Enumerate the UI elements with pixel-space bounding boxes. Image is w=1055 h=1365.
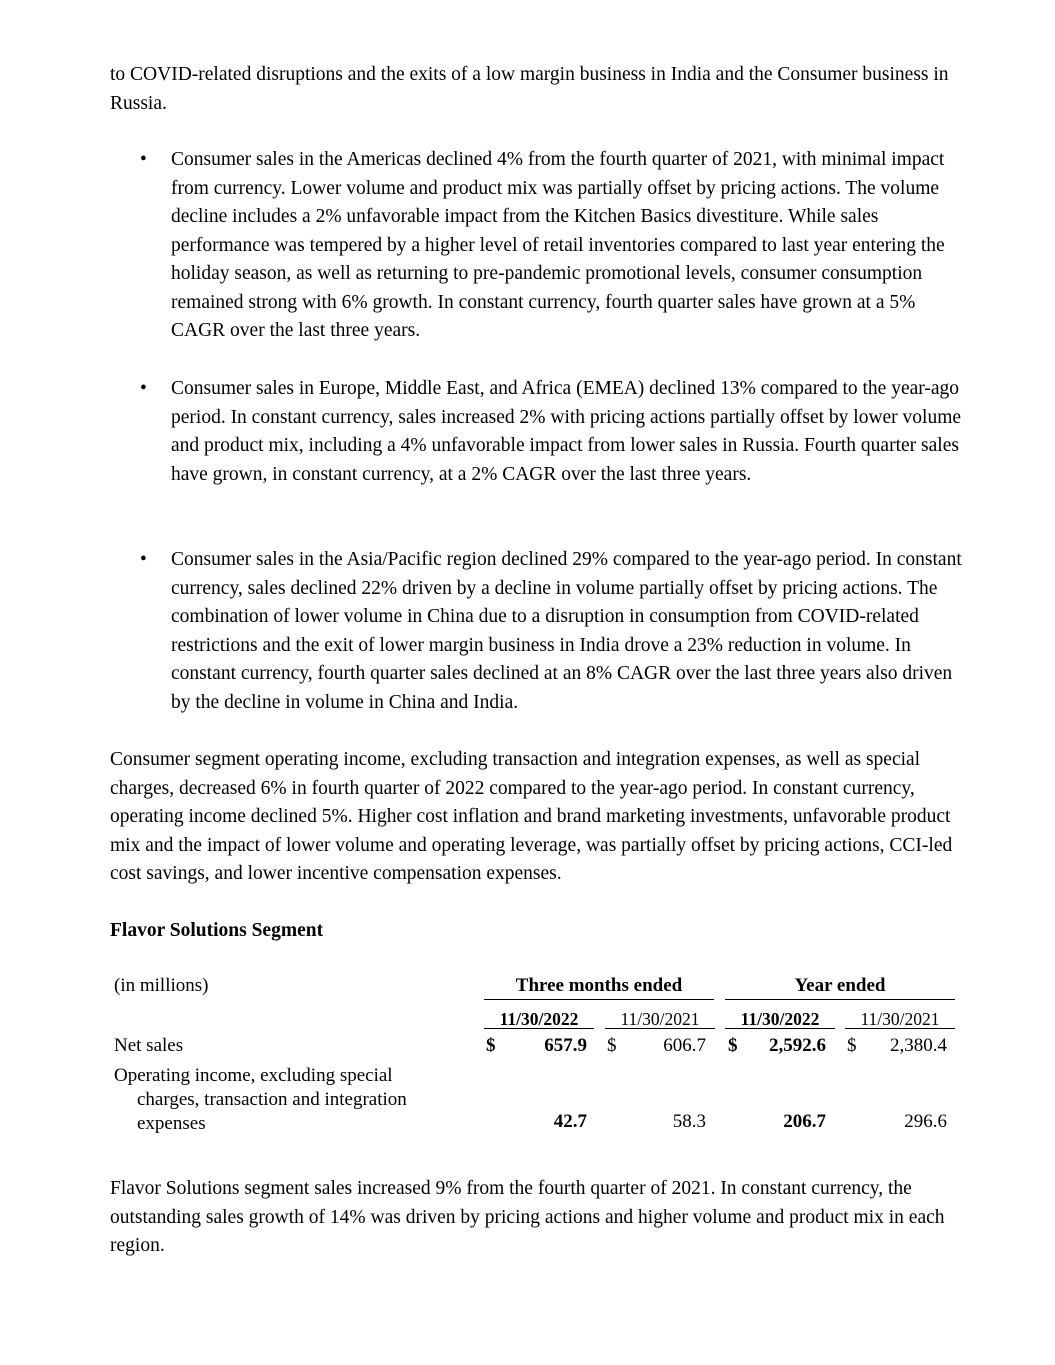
table-cell: 2,380.4 [890, 1035, 947, 1056]
table-cell: 657.9 [544, 1035, 587, 1056]
bullet-text: Consumer sales in the Asia/Pacific region declined 29% compared to the year-ago period. In constant currency, sales declined 22% driven by a decline in volume partially offset by pricing actions. The combination of lower volume in China due to a disruption in consumption from COVID-related restrictions and the exit of lower margin business in India drove a 23% reduction in volume. In constant currency, fourth quarter sales declined at an 8% CAGR over the last three years also driven by the decline in volume in China and India. [171, 549, 962, 713]
column-header: 11/30/2021 [620, 1009, 700, 1029]
table-cell: 206.7 [783, 1111, 826, 1132]
column-rule [484, 1028, 594, 1029]
currency-symbol: $ [847, 1035, 857, 1056]
bullet-icon: • [140, 149, 147, 170]
operating-income-paragraph: Consumer segment operating income, excluding transaction and integration expenses, as well as special charges, decreased 6% in fourth quarter of 2022 compared to the year-ago period. In constant currency, operating income declined 5%. Higher cost inflation and brand marketing investments, unfavorable product mix and the impact of lower volume and operating leverage, was partially offset by pricing actions, CCI-led cost savings, and lower incentive compensation expenses. [110, 749, 953, 884]
section-heading: Flavor Solutions Segment [110, 920, 324, 941]
table-cell: 42.7 [553, 1111, 587, 1132]
row-label-net-sales: Net sales [114, 1035, 184, 1056]
table-cell: 606.7 [663, 1035, 706, 1056]
bullet-icon: • [140, 378, 147, 399]
row-label-operating-income: expenses [137, 1113, 206, 1134]
group-rule-three-months [484, 999, 714, 1000]
bullet-icon: • [140, 549, 147, 570]
table-cell: 58.3 [672, 1111, 706, 1132]
bullet-text: Consumer sales in Europe, Middle East, and Africa (EMEA) declined 13% compared to the year-ago period. In constant currency, sales increased 2% with pricing actions partially offset by lower volume and product mix, including a 4% unfavorable impact from lower sales in Russia. Fourth quarter sales have grown, in constant currency, at a 2% CAGR over the last three years. [171, 378, 962, 485]
closing-paragraph: Flavor Solutions segment sales increased 9% from the fourth quarter of 2021. In constant currency, the outstanding sales growth of 14% was driven by pricing actions and higher volume and product mix in each region. [110, 1178, 945, 1256]
row-label-operating-income: charges, transaction and integration [137, 1089, 407, 1110]
column-header: 11/30/2022 [740, 1009, 820, 1029]
row-label-operating-income: Operating income, excluding special [114, 1065, 393, 1086]
currency-symbol: $ [607, 1035, 617, 1056]
table-cell: 2,592.6 [769, 1035, 826, 1056]
intro-paragraph: to COVID-related disruptions and the exits of a low margin business in India and the Consumer business in Russia. [110, 64, 949, 114]
units-label: (in millions) [114, 975, 209, 996]
column-rule [845, 1028, 955, 1029]
column-rule [725, 1028, 835, 1029]
column-rule [605, 1028, 715, 1029]
group-header-three-months: Three months ended [515, 975, 683, 996]
group-rule-year [725, 999, 955, 1000]
currency-symbol: $ [728, 1035, 738, 1056]
currency-symbol: $ [486, 1035, 496, 1056]
table-cell: 296.6 [904, 1111, 947, 1132]
column-header: 11/30/2022 [499, 1009, 579, 1029]
column-header: 11/30/2021 [860, 1009, 940, 1029]
group-header-year: Year ended [794, 975, 886, 996]
bullet-text: Consumer sales in the Americas declined 4% from the fourth quarter of 2021, with minimal impact from currency. Lower volume and product mix was partially offset by pricing actions. The volume decline includes a 2% unfavorable impact from the Kitchen Basics divestiture. While sales performance was tempered by a higher level of retail inventories compared to last year entering the holiday season, as well as returning to pre-pandemic promotional levels, consumer consumption remained strong with 6% growth. In constant currency, fourth quarter sales have grown at a 5% CAGR over the last three years. [171, 149, 945, 341]
